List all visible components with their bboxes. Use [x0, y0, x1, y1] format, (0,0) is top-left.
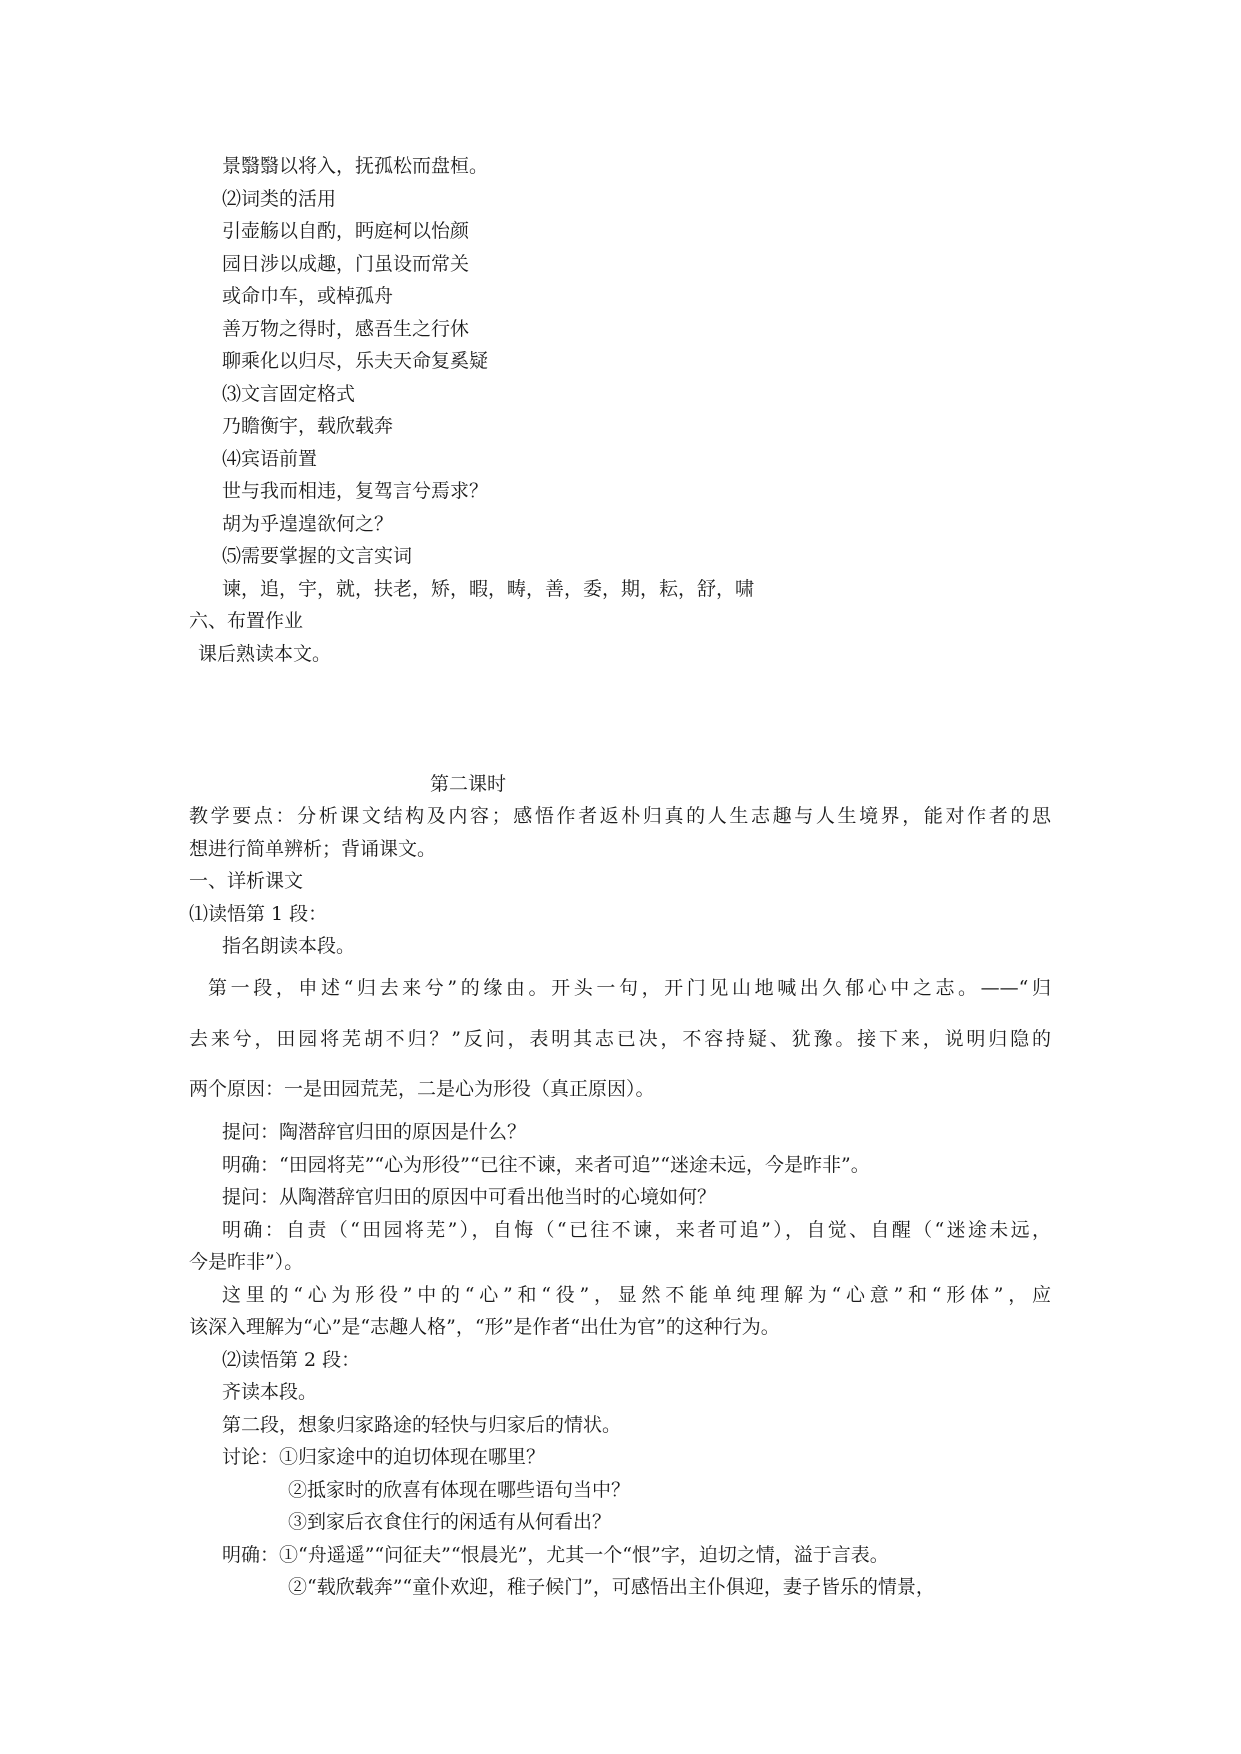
answer-line: 明确：“田园将芜”“心为形役”“已往不谏，来者可追”“迷途未远，今是昨非”。	[222, 1154, 870, 1176]
analysis-line: 两个原因：一是田园荒芜，二是心为形役（真正原因）。	[189, 1078, 655, 1100]
teaching-goals-line: 想进行简单辨析；背诵课文。	[189, 838, 437, 860]
answer-line: 今是昨非”）。	[189, 1251, 304, 1273]
text-line: ⑷宾语前置	[222, 448, 318, 470]
text-line: 园日涉以成趣，门虽设而常关	[222, 253, 470, 275]
note-line: 该深入理解为“心”是“志趣人格”，“形”是作者“出仕为官”的这种行为。	[189, 1316, 780, 1338]
question-line: 提问：从陶潜辞官归田的原因中可看出他当时的心境如何？	[222, 1186, 717, 1208]
text-line: ⑸需要掌握的文言实词	[222, 545, 413, 567]
text-line: 景翳翳以将入，抚孤松而盘桓。	[222, 155, 489, 177]
text-line: 或命巾车，或棹孤舟	[222, 285, 394, 307]
discussion-line: 讨论：①归家途中的迫切体现在哪里？	[222, 1446, 546, 1468]
paragraph-heading: ⑴读悟第 1 段：	[189, 903, 328, 925]
teaching-goals-line: 教学要点：分析课文结构及内容；感悟作者返朴归真的人生志趣与人生境界，能对作者的思	[189, 805, 1051, 827]
lesson-title: 第二课时	[430, 773, 507, 795]
answer-line: 明确：①“舟遥遥”“问征夫”“恨晨光”，尤其一个“恨”字，迫切之情，溢于言表。	[222, 1544, 889, 1566]
text-line: 胡为乎遑遑欲何之？	[222, 513, 394, 535]
text-line: 谏，追，宇，就，扶老，矫，暇，畴，善，委，期，耘，舒，啸	[222, 578, 755, 600]
discussion-line: ②抵家时的欣喜有体现在哪些语句当中？	[288, 1479, 631, 1501]
text-line: 齐读本段。	[222, 1381, 318, 1403]
homework-heading: 六、布置作业	[189, 610, 304, 632]
discussion-line: ③到家后衣食住行的闲适有从何看出？	[288, 1511, 612, 1533]
text-line: ⑵词类的活用	[222, 188, 337, 210]
answer-line: ②“载欣载奔”“童仆欢迎，稚子候门”，可感悟出主仆俱迎，妻子皆乐的情景，	[288, 1576, 935, 1598]
section-heading: 一、详析课文	[189, 870, 304, 892]
text-line: 引壶觞以自酌，眄庭柯以怡颜	[222, 220, 470, 242]
question-line: 提问：陶潜辞官归田的原因是什么？	[222, 1121, 527, 1143]
paragraph-heading: ⑵读悟第 2 段：	[222, 1349, 361, 1371]
text-line: 第二段，想象归家路途的轻快与归家后的情状。	[222, 1414, 622, 1436]
homework-body: 课后熟读本文。	[198, 643, 332, 665]
analysis-line: 去来兮，田园将芜胡不归？”反问，表明其志已决，不容持疑、犹豫。接下来，说明归隐的	[189, 1028, 1051, 1050]
note-line: 这里的“心为形役”中的“心”和“役”，显然不能单纯理解为“心意”和“形体”，应	[222, 1284, 1051, 1306]
answer-line: 明确：自责（“田园将芜”），自悔（“已往不谏，来者可追”），自觉、自醒（“迷途未远，	[222, 1219, 1051, 1241]
text-line: 指名朗读本段。	[222, 935, 356, 957]
analysis-line: 第一段，申述“归去来兮”的缘由。开头一句，开门见山地喊出久郁心中之志。——“归	[208, 977, 1051, 999]
text-line: 世与我而相违，复驾言兮焉求？	[222, 480, 489, 502]
text-line: ⑶文言固定格式	[222, 383, 356, 405]
text-line: 善万物之得时，感吾生之行休	[222, 318, 470, 340]
text-line: 乃瞻衡宇，载欣载奔	[222, 415, 394, 437]
text-line: 聊乘化以归尽，乐夫天命复奚疑	[222, 350, 489, 372]
